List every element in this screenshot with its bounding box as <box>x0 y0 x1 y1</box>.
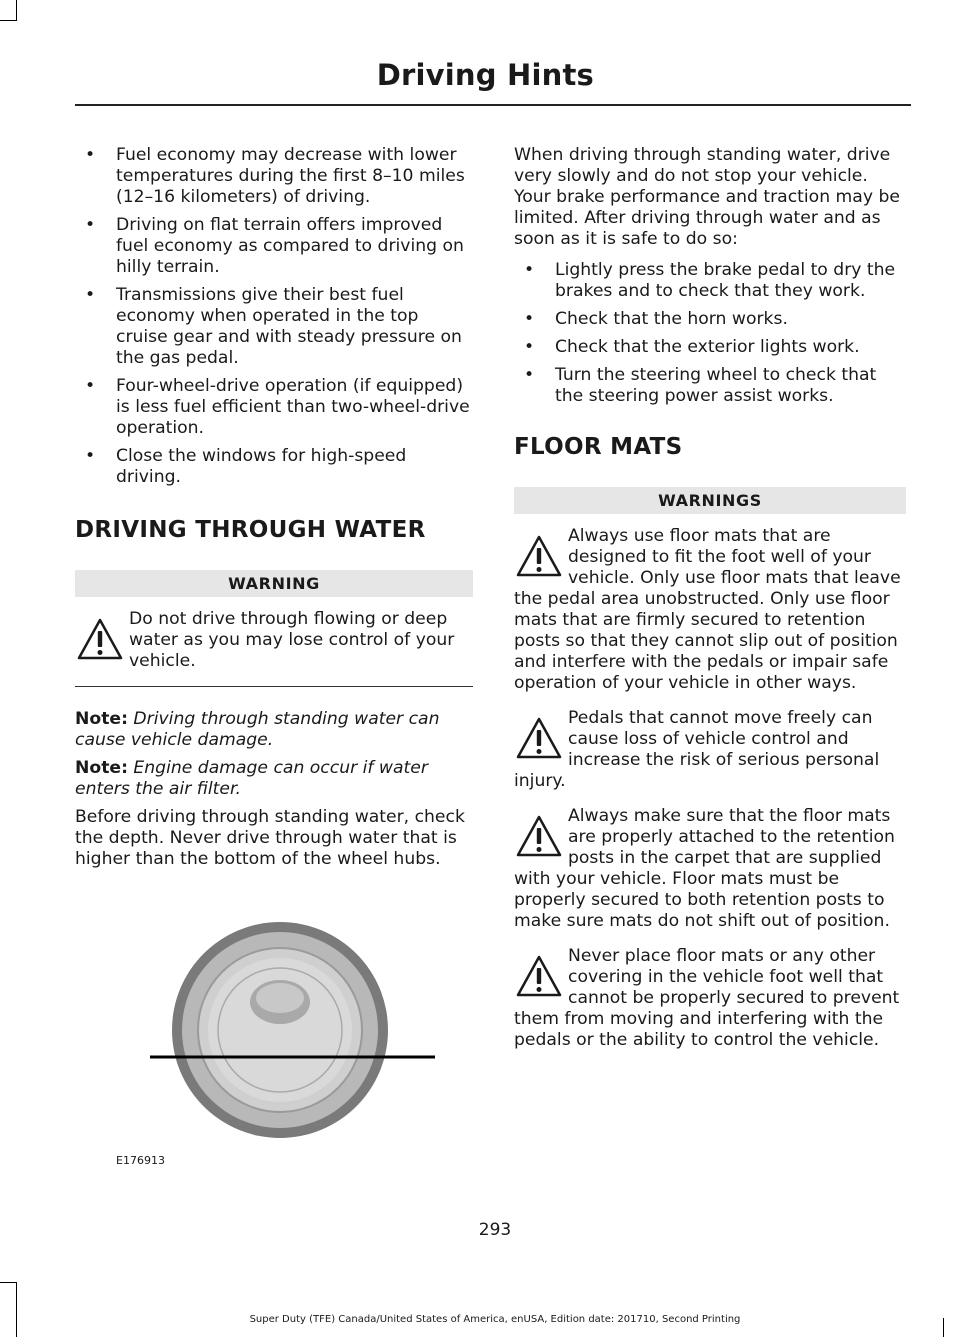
warning-triangle-icon <box>514 708 564 768</box>
bullet-icon: • <box>85 285 96 305</box>
list-item: • Fuel economy may decrease with lower temperatures during the first 8–10 miles (12–16 kilometers) of driving. <box>85 145 465 207</box>
paragraph: When driving through standing water, drive very slowly and do not stop your vehicle. Your brake performance and traction may be limited. After driving through water and as soon as it is safe to do so: <box>514 145 900 249</box>
bullet-icon: • <box>85 446 96 466</box>
bullet-icon: • <box>85 145 96 165</box>
page-title: Driving Hints <box>376 58 594 92</box>
footer-edition-info: Super Duty (TFE) Canada/United States of America, enUSA, Edition date: 201710, Second Printing <box>249 1314 741 1325</box>
warning-item <box>514 526 906 694</box>
warnings-heading: WARNINGS <box>514 487 906 514</box>
right-column <box>514 145 906 1065</box>
paragraph: Before driving through standing water, check the depth. Never drive through water that is higher than the bottom of the wheel hubs. <box>75 807 465 869</box>
bullet-icon: • <box>524 337 535 357</box>
warning-item <box>514 708 906 792</box>
fuel-economy-list <box>75 145 473 488</box>
list-item: • Check that the exterior lights work. <box>524 337 860 357</box>
warning-text: Pedals that cannot move freely can cause loss of vehicle control and increase the risk of serious personal injury. <box>514 708 880 791</box>
figure-id: E176913 <box>116 1154 165 1167</box>
warning-triangle-icon <box>75 609 125 669</box>
bullet-icon: • <box>85 376 96 396</box>
after-water-checklist <box>514 260 906 407</box>
warning-item <box>75 609 473 672</box>
warning-text: Always make sure that the floor mats are properly attached to the retention posts in the carpet that are supplied with your vehicle. Floor mats must be properly secured to both retention posts to make sure mats do not shift out of position. <box>514 806 895 931</box>
note: Note: Driving through standing water can cause vehicle damage. <box>75 709 440 750</box>
list-item: • Check that the horn works. <box>524 309 788 329</box>
left-column <box>75 145 473 877</box>
section-title-driving-through-water: DRIVING THROUGH WATER <box>75 517 426 543</box>
crop-mark <box>16 0 17 20</box>
warning-triangle-icon <box>514 806 564 866</box>
list-item: • Lightly press the brake pedal to dry the brakes and to check that they work. <box>524 260 896 301</box>
crop-mark <box>0 1282 17 1283</box>
bullet-icon: • <box>85 215 96 235</box>
bullet-icon: • <box>524 260 535 280</box>
warning-triangle-icon <box>514 526 564 586</box>
warning-heading: WARNING <box>75 570 473 597</box>
note: Note: Engine damage can occur if water enters the air filter. <box>75 758 428 799</box>
list-item: • Transmissions give their best fuel economy when operated in the top cruise gear and with steady pressure on the gas pedal. <box>85 285 462 368</box>
bullet-icon: • <box>524 365 535 385</box>
warning-text: Never place floor mats or any other covering in the vehicle foot well that cannot be properly secured to prevent them from moving and interfering with the pedals or the ability to control the vehicle. <box>514 946 900 1050</box>
warning-triangle-icon <box>514 946 564 1006</box>
warning-text: Always use floor mats that are designed to fit the foot well of your vehicle. Only use floor mats that leave the pedal area unobstructed. Only use floor mats that are firmly secured to retention posts so that they cannot slip out of position and interfere with the pedals or impair safe operation of your vehicle in other ways. <box>514 526 901 693</box>
warning-divider <box>75 686 473 687</box>
warning-text: Do not drive through flowing or deep water as you may lose control of your vehicle. <box>129 609 455 671</box>
list-item: • Turn the steering wheel to check that the steering power assist works. <box>524 365 877 406</box>
header-divider <box>75 104 911 106</box>
page-number: 293 <box>478 1220 512 1240</box>
warning-item <box>514 806 906 932</box>
list-item: • Close the windows for high-speed driving. <box>85 446 407 487</box>
section-title-floor-mats: FLOOR MATS <box>514 434 683 460</box>
warning-item <box>514 946 906 1051</box>
bullet-icon: • <box>524 309 535 329</box>
wheel-water-level-illustration <box>110 920 470 1160</box>
list-item: • Four-wheel-drive operation (if equipped) is less fuel efficient than two-wheel-drive operation. <box>85 376 470 438</box>
crop-mark <box>0 20 17 21</box>
crop-mark <box>16 1282 17 1337</box>
list-item: • Driving on flat terrain offers improved fuel economy as compared to driving on hilly terrain. <box>85 215 464 277</box>
